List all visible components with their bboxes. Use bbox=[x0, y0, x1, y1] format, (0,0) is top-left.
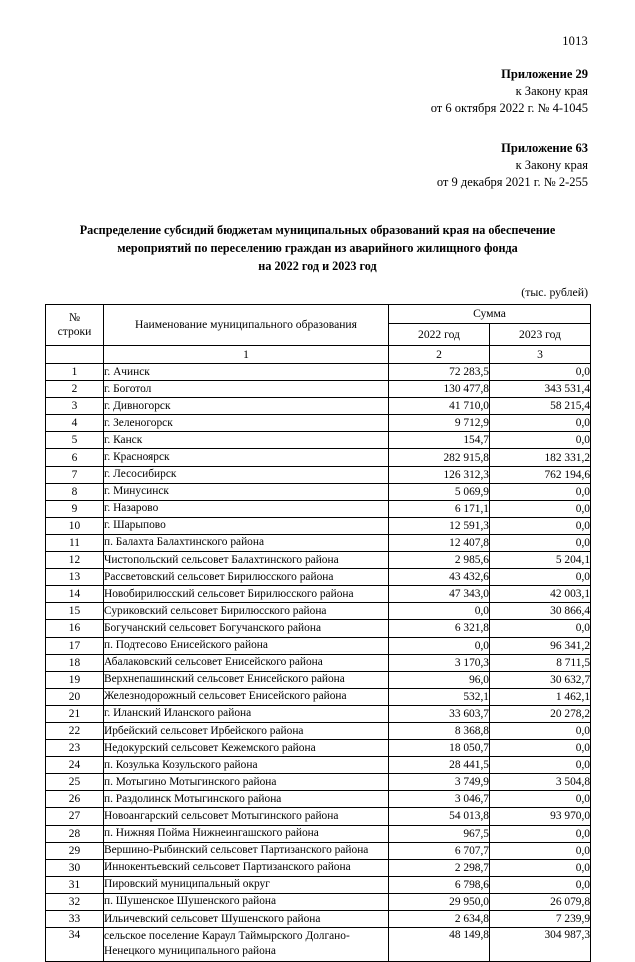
amount-2023-cell: 0,0 bbox=[490, 825, 591, 842]
row-number-cell: 27 bbox=[46, 808, 104, 825]
column-header-sum-group: Сумма bbox=[389, 305, 591, 324]
amount-2023-cell: 0,0 bbox=[490, 876, 591, 893]
document-title-line-1: Распределение субсидий бюджетам муниципальных образований края на обеспечение bbox=[79, 223, 556, 237]
appendix-secondary-law-line: к Закону края bbox=[515, 158, 588, 172]
municipality-name-cell: п. Шушенское Шушенского района bbox=[104, 893, 389, 910]
amount-2023-cell: 96 341,2 bbox=[490, 637, 591, 654]
amount-2022-cell: 96,0 bbox=[389, 671, 490, 688]
amount-2022-cell: 0,0 bbox=[389, 603, 490, 620]
municipality-name-cell: Новобирилюсский сельсовет Бирилюсского района bbox=[104, 586, 389, 603]
municipality-name-cell: г. Лесосибирск bbox=[104, 466, 389, 483]
table-row bbox=[46, 705, 591, 722]
row-number-cell: 21 bbox=[46, 705, 104, 722]
table-row bbox=[46, 911, 591, 928]
table-body bbox=[46, 346, 591, 962]
table-row bbox=[46, 928, 591, 962]
amount-2023-cell: 7 239,9 bbox=[490, 911, 591, 928]
municipality-name-cell: г. Иланский Иланского района bbox=[104, 705, 389, 722]
municipality-name-cell: Недокурский сельсовет Кежемского района bbox=[104, 740, 389, 757]
amount-2023-cell: 0,0 bbox=[490, 620, 591, 637]
document-title bbox=[45, 221, 590, 275]
amount-2023-cell: 0,0 bbox=[490, 740, 591, 757]
appendix-primary-title: Приложение 29 bbox=[501, 67, 588, 81]
amount-2022-cell: 6 321,8 bbox=[389, 620, 490, 637]
amount-2022-cell: 12 591,3 bbox=[389, 517, 490, 534]
municipality-name-cell: г. Красноярск bbox=[104, 449, 389, 466]
table-row bbox=[46, 808, 591, 825]
column-index-row bbox=[46, 346, 591, 364]
document-title-line-3: на 2022 год и 2023 год bbox=[258, 259, 377, 273]
amount-2022-cell: 41 710,0 bbox=[389, 398, 490, 415]
municipality-name-cell: Богучанский сельсовет Богучанского района bbox=[104, 620, 389, 637]
row-number-cell: 18 bbox=[46, 654, 104, 671]
municipality-name-cell: Абалаковский сельсовет Енисейского района bbox=[104, 654, 389, 671]
municipality-name-cell: Пировский муниципальный округ bbox=[104, 876, 389, 893]
amount-2023-cell: 0,0 bbox=[490, 842, 591, 859]
municipality-name-cell: Ильичевский сельсовет Шушенского района bbox=[104, 911, 389, 928]
row-number-cell: 1 bbox=[46, 364, 104, 381]
table-row bbox=[46, 688, 591, 705]
appendix-primary-law-line: к Закону края bbox=[515, 84, 588, 98]
municipality-name-cell: Ирбейский сельсовет Ирбейского района bbox=[104, 722, 389, 739]
amount-2023-cell: 3 504,8 bbox=[490, 774, 591, 791]
row-number-cell: 19 bbox=[46, 671, 104, 688]
amount-2022-cell: 126 312,3 bbox=[389, 466, 490, 483]
amount-2023-cell: 0,0 bbox=[490, 500, 591, 517]
amount-2022-cell: 54 013,8 bbox=[389, 808, 490, 825]
row-number-cell: 29 bbox=[46, 842, 104, 859]
row-number-cell: 13 bbox=[46, 569, 104, 586]
municipality-name-cell: п. Мотыгино Мотыгинского района bbox=[104, 774, 389, 791]
appendix-secondary-block bbox=[45, 140, 590, 191]
table-row bbox=[46, 552, 591, 569]
municipality-name-cell: г. Зеленогорск bbox=[104, 415, 389, 432]
amount-2022-cell: 532,1 bbox=[389, 688, 490, 705]
municipality-name-cell: г. Минусинск bbox=[104, 483, 389, 500]
municipality-name-cell: п. Козулька Козульского района bbox=[104, 757, 389, 774]
appendix-primary-block bbox=[45, 66, 590, 117]
municipality-name-cell: Железнодорожный сельсовет Енисейского района bbox=[104, 688, 389, 705]
table-row bbox=[46, 774, 591, 791]
table-row bbox=[46, 825, 591, 842]
table-row bbox=[46, 637, 591, 654]
row-number-cell: 25 bbox=[46, 774, 104, 791]
row-number-cell: 16 bbox=[46, 620, 104, 637]
column-header-year-2022: 2022 год bbox=[389, 324, 490, 346]
document-title-line-2: мероприятий по переселению граждан из аварийного жилищного фонда bbox=[117, 241, 518, 255]
municipality-name-cell: Суриковский сельсовет Бирилюсского района bbox=[104, 603, 389, 620]
table-row bbox=[46, 876, 591, 893]
appendix-secondary-date-line: от 9 декабря 2021 г. № 2-255 bbox=[436, 175, 588, 189]
amount-2022-cell: 2 985,6 bbox=[389, 552, 490, 569]
column-index-cell-3: 3 bbox=[490, 346, 591, 364]
appendix-secondary-title: Приложение 63 bbox=[501, 141, 588, 155]
table-row bbox=[46, 620, 591, 637]
amount-2022-cell: 18 050,7 bbox=[389, 740, 490, 757]
table-row bbox=[46, 398, 591, 415]
amount-2022-cell: 3 749,9 bbox=[389, 774, 490, 791]
row-number-cell: 33 bbox=[46, 911, 104, 928]
table-row bbox=[46, 415, 591, 432]
appendix-primary-date-line: от 6 октября 2022 г. № 4-1045 bbox=[430, 101, 588, 115]
municipality-name-cell: Вершино-Рыбинский сельсовет Партизанского района bbox=[104, 842, 389, 859]
amount-2023-cell: 762 194,6 bbox=[490, 466, 591, 483]
row-number-cell: 17 bbox=[46, 637, 104, 654]
amount-2023-cell: 0,0 bbox=[490, 517, 591, 534]
column-index-cell-0 bbox=[46, 346, 104, 364]
row-number-cell: 6 bbox=[46, 449, 104, 466]
row-number-cell: 24 bbox=[46, 757, 104, 774]
amount-2022-cell: 967,5 bbox=[389, 825, 490, 842]
table-row bbox=[46, 483, 591, 500]
amount-2023-cell: 8 711,5 bbox=[490, 654, 591, 671]
row-number-cell: 15 bbox=[46, 603, 104, 620]
table-row bbox=[46, 842, 591, 859]
amount-2022-cell: 0,0 bbox=[389, 637, 490, 654]
amount-2022-cell: 12 407,8 bbox=[389, 534, 490, 551]
amount-2023-cell: 93 970,0 bbox=[490, 808, 591, 825]
table-header-row-main bbox=[46, 305, 591, 324]
row-number-cell: 11 bbox=[46, 534, 104, 551]
amount-2022-cell: 282 915,8 bbox=[389, 449, 490, 466]
table-row bbox=[46, 859, 591, 876]
row-number-cell: 10 bbox=[46, 517, 104, 534]
column-header-row-number-line-2: строки bbox=[57, 325, 92, 338]
amount-2022-cell: 72 283,5 bbox=[389, 364, 490, 381]
amount-2023-cell: 0,0 bbox=[490, 364, 591, 381]
row-number-cell: 8 bbox=[46, 483, 104, 500]
municipality-name-cell: п. Балахта Балахтинского района bbox=[104, 534, 389, 551]
column-header-municipality-name: Наименование муниципального образования bbox=[104, 305, 389, 346]
municipality-name-cell: Верхнепашинский сельсовет Енисейского района bbox=[104, 671, 389, 688]
amount-2022-cell: 8 368,8 bbox=[389, 722, 490, 739]
row-number-cell: 12 bbox=[46, 552, 104, 569]
amount-2022-cell: 5 069,9 bbox=[389, 483, 490, 500]
row-number-cell: 14 bbox=[46, 586, 104, 603]
row-number-cell: 4 bbox=[46, 415, 104, 432]
municipality-name-cell: Чистопольский сельсовет Балахтинского района bbox=[104, 552, 389, 569]
amount-2022-cell: 48 149,8 bbox=[389, 928, 490, 962]
amount-2023-cell: 30 866,4 bbox=[490, 603, 591, 620]
amount-2023-cell: 0,0 bbox=[490, 722, 591, 739]
table-row bbox=[46, 893, 591, 910]
amount-2022-cell: 47 343,0 bbox=[389, 586, 490, 603]
municipality-name-cell: сельское поселение Караул Таймырского Долгано-Ненецкого муниципального района bbox=[104, 928, 389, 962]
row-number-cell: 22 bbox=[46, 722, 104, 739]
amount-2022-cell: 28 441,5 bbox=[389, 757, 490, 774]
amount-2023-cell: 0,0 bbox=[490, 859, 591, 876]
amount-2022-cell: 29 950,0 bbox=[389, 893, 490, 910]
municipality-name-cell: г. Боготол bbox=[104, 381, 389, 398]
table-row bbox=[46, 500, 591, 517]
row-number-cell: 31 bbox=[46, 876, 104, 893]
municipality-name-cell: г. Дивногорск bbox=[104, 398, 389, 415]
amount-2022-cell: 6 707,7 bbox=[389, 842, 490, 859]
table-row bbox=[46, 432, 591, 449]
row-number-cell: 26 bbox=[46, 791, 104, 808]
table-row bbox=[46, 654, 591, 671]
table-row bbox=[46, 586, 591, 603]
amount-2023-cell: 5 204,1 bbox=[490, 552, 591, 569]
row-number-cell: 34 bbox=[46, 928, 104, 962]
column-header-year-2023: 2023 год bbox=[490, 324, 591, 346]
row-number-cell: 2 bbox=[46, 381, 104, 398]
amount-2022-cell: 2 634,8 bbox=[389, 911, 490, 928]
table-row bbox=[46, 722, 591, 739]
amount-2023-cell: 26 079,8 bbox=[490, 893, 591, 910]
municipality-name-cell: п. Подтесово Енисейского района bbox=[104, 637, 389, 654]
table-row bbox=[46, 569, 591, 586]
table-row bbox=[46, 466, 591, 483]
municipality-name-cell: Рассветовский сельсовет Бирилюсского района bbox=[104, 569, 389, 586]
table-row bbox=[46, 364, 591, 381]
amount-2023-cell: 0,0 bbox=[490, 791, 591, 808]
subsidy-distribution-table bbox=[45, 304, 591, 962]
amount-2022-cell: 3 046,7 bbox=[389, 791, 490, 808]
amount-2023-cell: 0,0 bbox=[490, 432, 591, 449]
amount-2023-cell: 30 632,7 bbox=[490, 671, 591, 688]
amount-2023-cell: 42 003,1 bbox=[490, 586, 591, 603]
municipality-name-cell: г. Шарыпово bbox=[104, 517, 389, 534]
municipality-name-cell: г. Ачинск bbox=[104, 364, 389, 381]
amount-2022-cell: 2 298,7 bbox=[389, 859, 490, 876]
municipality-name-cell: п. Раздолинск Мотыгинского района bbox=[104, 791, 389, 808]
amount-2022-cell: 3 170,3 bbox=[389, 654, 490, 671]
table-row bbox=[46, 757, 591, 774]
amount-2023-cell: 20 278,2 bbox=[490, 705, 591, 722]
amount-2022-cell: 6 171,1 bbox=[389, 500, 490, 517]
row-number-cell: 3 bbox=[46, 398, 104, 415]
amount-2023-cell: 0,0 bbox=[490, 757, 591, 774]
amount-2022-cell: 33 603,7 bbox=[389, 705, 490, 722]
row-number-cell: 7 bbox=[46, 466, 104, 483]
table-row bbox=[46, 791, 591, 808]
row-number-cell: 32 bbox=[46, 893, 104, 910]
amount-2022-cell: 154,7 bbox=[389, 432, 490, 449]
table-row bbox=[46, 517, 591, 534]
table-row bbox=[46, 449, 591, 466]
row-number-cell: 5 bbox=[46, 432, 104, 449]
municipality-name-cell: г. Назарово bbox=[104, 500, 389, 517]
municipality-name-cell: Иннокентьевский сельсовет Партизанского района bbox=[104, 859, 389, 876]
units-note: (тыс. рублей) bbox=[521, 285, 588, 299]
table-row bbox=[46, 603, 591, 620]
amount-2023-cell: 1 462,1 bbox=[490, 688, 591, 705]
table-header bbox=[46, 305, 591, 346]
page-number: 1013 bbox=[562, 34, 588, 48]
municipality-name-cell: п. Нижняя Пойма Нижнеингашского района bbox=[104, 825, 389, 842]
amount-2022-cell: 43 432,6 bbox=[389, 569, 490, 586]
row-number-cell: 23 bbox=[46, 740, 104, 757]
amount-2023-cell: 182 331,2 bbox=[490, 449, 591, 466]
column-header-row-number bbox=[46, 305, 104, 346]
table-row bbox=[46, 740, 591, 757]
amount-2023-cell: 304 987,3 bbox=[490, 928, 591, 962]
table-row bbox=[46, 381, 591, 398]
amount-2023-cell: 0,0 bbox=[490, 569, 591, 586]
amount-2022-cell: 130 477,8 bbox=[389, 381, 490, 398]
column-index-cell-1: 1 bbox=[104, 346, 389, 364]
amount-2023-cell: 0,0 bbox=[490, 534, 591, 551]
table-row bbox=[46, 671, 591, 688]
amount-2022-cell: 6 798,6 bbox=[389, 876, 490, 893]
municipality-name-cell: Новоангарский сельсовет Мотыгинского района bbox=[104, 808, 389, 825]
row-number-cell: 9 bbox=[46, 500, 104, 517]
amount-2023-cell: 0,0 bbox=[490, 415, 591, 432]
amount-2023-cell: 343 531,4 bbox=[490, 381, 591, 398]
amount-2023-cell: 58 215,4 bbox=[490, 398, 591, 415]
column-header-row-number-line-1: № bbox=[68, 311, 81, 324]
column-index-cell-2: 2 bbox=[389, 346, 490, 364]
municipality-name-cell: г. Канск bbox=[104, 432, 389, 449]
row-number-cell: 20 bbox=[46, 688, 104, 705]
row-number-cell: 28 bbox=[46, 825, 104, 842]
row-number-cell: 30 bbox=[46, 859, 104, 876]
table-row bbox=[46, 534, 591, 551]
amount-2023-cell: 0,0 bbox=[490, 483, 591, 500]
amount-2022-cell: 9 712,9 bbox=[389, 415, 490, 432]
